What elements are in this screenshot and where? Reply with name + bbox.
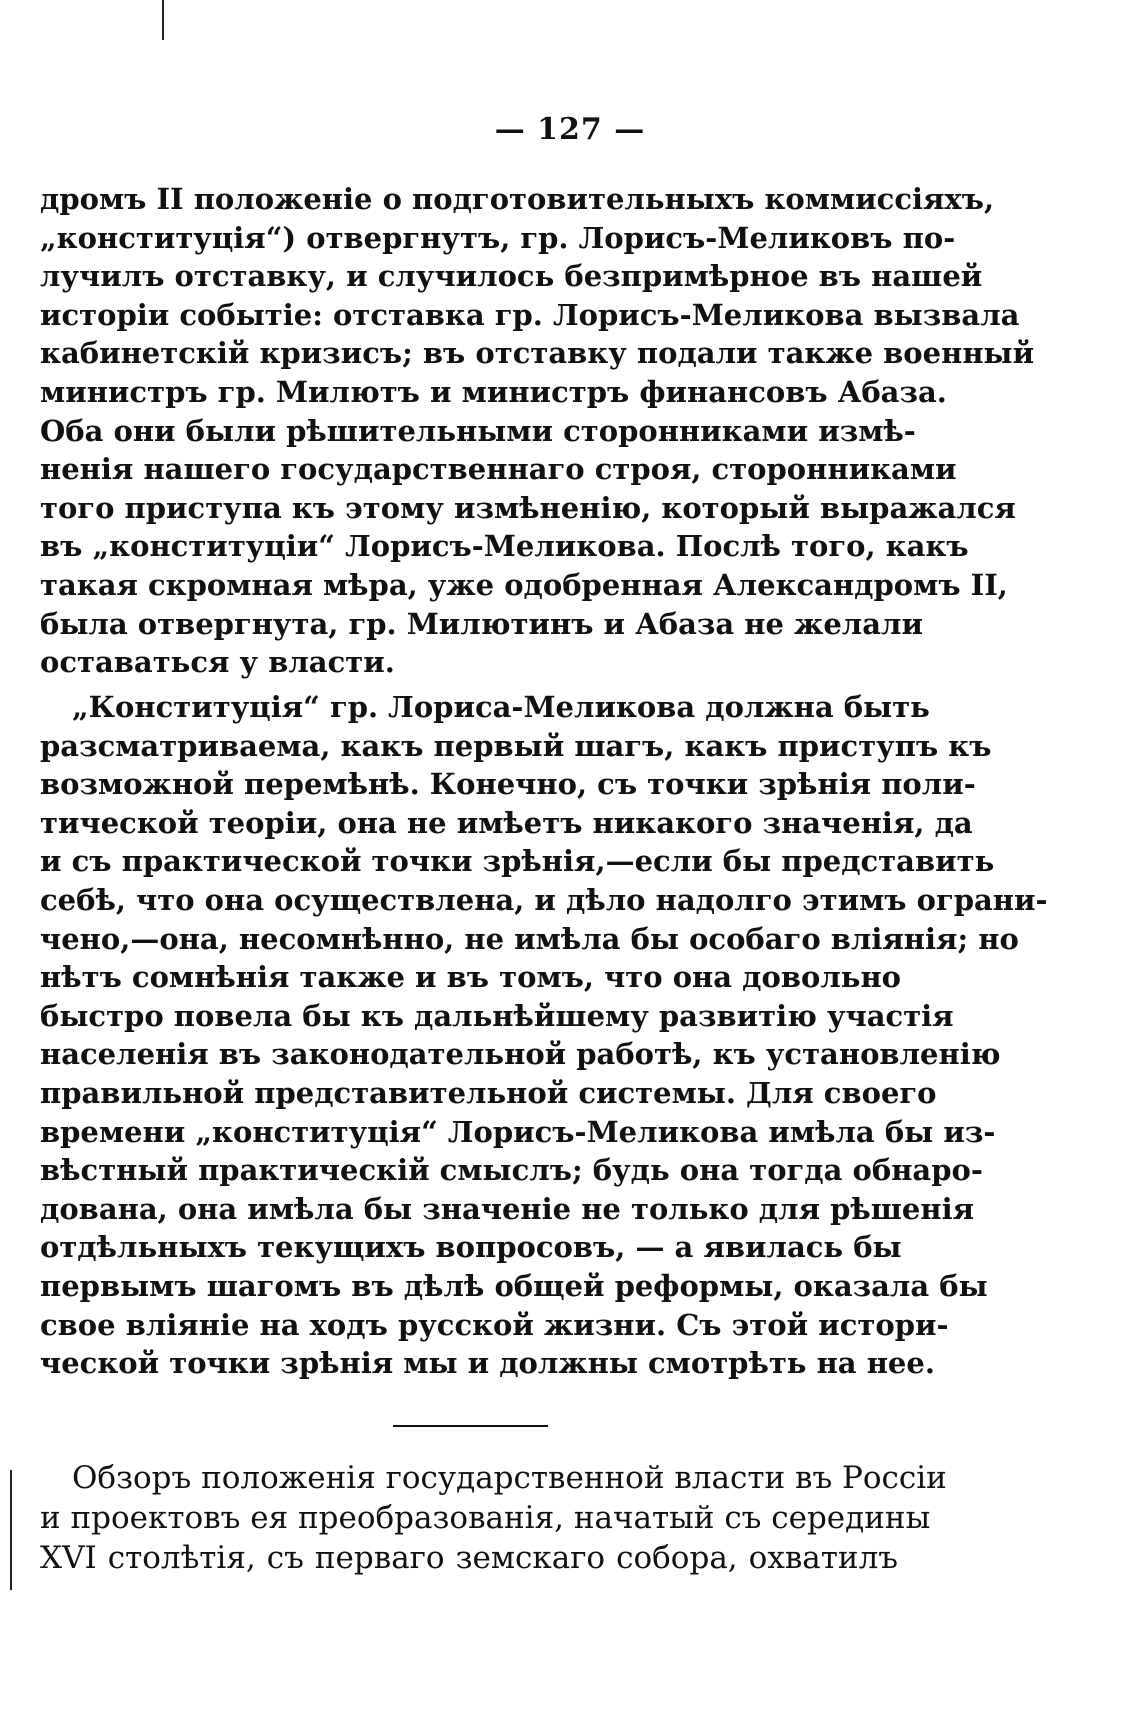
text-line: времени „конституція“ Лорисъ-Меликова имѣла бы из-	[40, 1114, 996, 1149]
text-line: разсматриваема, какъ первый шагъ, какъ приступъ къ	[40, 728, 992, 763]
text-line: такая скромная мѣра, уже одобренная Александромъ II,	[40, 567, 1008, 602]
text-line: того приступа къ этому измѣненію, который выражался	[40, 490, 1016, 525]
text-line: нѣтъ сомнѣнія также и въ томъ, что она довольно	[40, 960, 902, 995]
text-line: возможной перемѣнѣ. Конечно, съ точки зрѣнія поли-	[40, 767, 976, 802]
text-line: и съ практической точки зрѣнія,—если бы представить	[40, 844, 995, 879]
text-line: первымъ шагомъ въ дѣлѣ общей реформы, оказала бы	[40, 1268, 988, 1303]
text-line: Оба они были рѣшительными сторонниками измѣ-	[40, 413, 916, 448]
text-line: въ „конституціи“ Лорисъ-Меликова. Послѣ того, какъ	[40, 529, 969, 564]
text-line: свое вліяніе на ходъ русской жизни. Съ этой истори-	[40, 1307, 949, 1342]
text-line: вѣстный практическій смыслъ; будь она тогда обнаро-	[40, 1153, 983, 1188]
text-line: оставаться у власти.	[40, 645, 395, 680]
text-line: министръ гр. Милютъ и министръ финансовъ Абаза.	[40, 374, 947, 409]
text-line: отдѣльныхъ текущихъ вопросовъ, — а явилась бы	[40, 1230, 902, 1265]
text-line: дромъ II положеніе о подготовительныхъ коммиссіяхъ,	[40, 182, 995, 216]
text-line: ненія нашего государственнаго строя, сторонниками	[40, 452, 957, 487]
text-line: тической теоріи, она не имѣетъ никакого значенія, да	[40, 805, 973, 840]
text-line: населенія въ законодательной работѣ, къ установленію	[40, 1037, 1001, 1072]
scan-edge-mark-top	[162, 0, 164, 40]
footnote-line: XVI столѣтія, съ перваго земскаго собора, охватилъ	[40, 1540, 898, 1576]
text-line: кабинетскій кризисъ; въ отставку подали также военный	[40, 336, 1035, 371]
text-line: быстро повела бы къ дальнѣйшему развитію участія	[40, 998, 954, 1033]
text-line: себѣ, что она осуществлена, и дѣло надолго этимъ ограни-	[40, 882, 1048, 917]
text-line: правильной представительной системы. Для своего	[40, 1075, 937, 1110]
text-line: исторіи событіе: отставка гр. Лорисъ-Меликова вызвала	[40, 297, 1020, 332]
footnote-line: и проектовъ ея преобразованія, начатый съ середины	[40, 1500, 931, 1536]
paragraph-2	[40, 688, 1048, 1383]
text-line: чено,—она, несомнѣнно, не имѣла бы особаго вліянія; но	[40, 921, 1019, 956]
footnote-block	[40, 1458, 947, 1578]
paragraph-1	[40, 180, 1035, 682]
text-line: „конституція“) отвергнутъ, гр. Лорисъ-Меликовъ по-	[40, 220, 956, 255]
footnote-line: Обзоръ положенія государственной власти въ Россіи	[72, 1460, 947, 1496]
text-line: ческой точки зрѣнія мы и должны смотрѣть на нее.	[40, 1346, 935, 1381]
text-line: дована, она имѣла бы значеніе не только для рѣшенія	[40, 1191, 975, 1226]
scan-edge-mark-left	[10, 1470, 12, 1590]
page-number: — 127 —	[494, 112, 646, 147]
text-line: „Конституція“ гр. Лориса-Меликова должна быть	[72, 690, 930, 724]
text-line: была отвергнута, гр. Милютинъ и Абаза не желали	[40, 606, 923, 641]
text-line: лучилъ отставку, и случилось безпримѣрное въ нашей	[40, 259, 983, 294]
section-divider	[393, 1425, 548, 1427]
